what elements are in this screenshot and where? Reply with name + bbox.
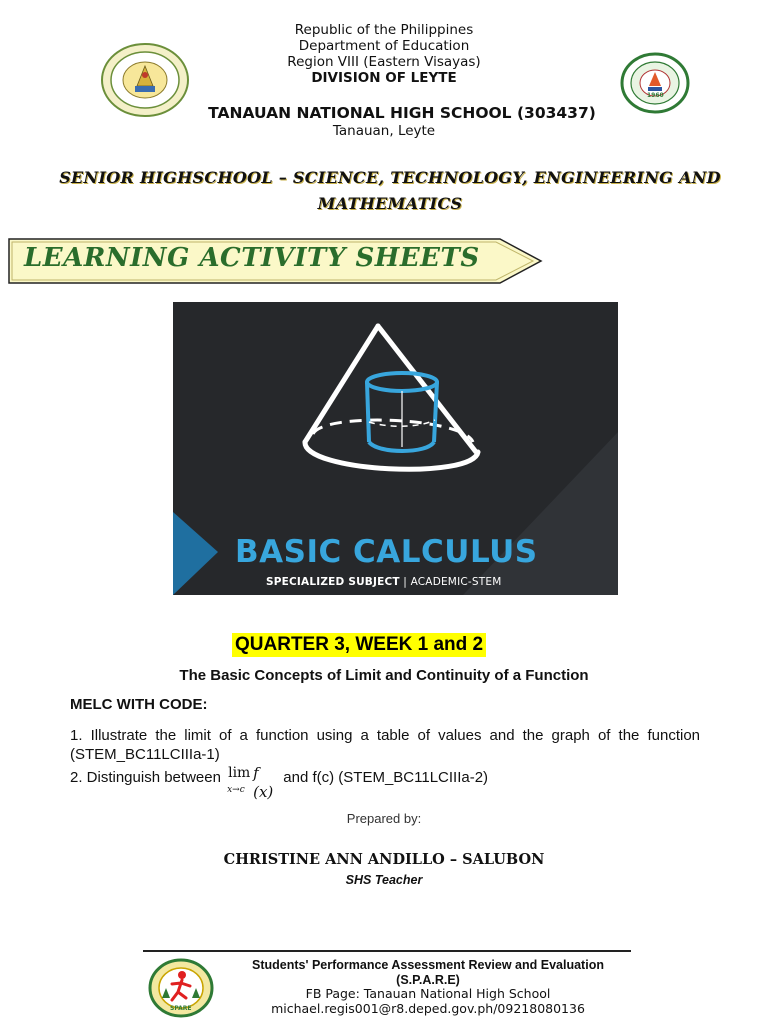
cover-subtitle <box>266 576 501 588</box>
footer-contact: michael.regis001@r8.deped.gov.ph/09218080136 <box>271 1001 585 1016</box>
strand-title-line1: SENIOR HIGHSCHOOL – SCIENCE, TECHNOLOGY, ENGINEERING AND <box>59 168 721 187</box>
author-name: CHRISTINE ANN ANDILLO – SALUBON <box>223 851 545 868</box>
melc-item-2 <box>70 764 700 801</box>
melc-item-1: 1. Illustrate the limit of a function using a table of values and the graph of the function (STEM_BC11LCIIIa-1) <box>70 727 700 763</box>
banner-label: LEARNING ACTIVITY SHEETS <box>24 243 480 273</box>
prepared-by-label: Prepared by: <box>346 811 422 826</box>
strand-title-line2: MATHEMATICS <box>317 194 463 213</box>
limit-expression <box>225 764 279 801</box>
spare-logo <box>148 958 214 1018</box>
header-department: Department of Education <box>298 38 470 54</box>
footer-fb-page: FB Page: Tanauan National High School <box>305 986 551 1001</box>
cover-subtitle-rest: | ACADEMIC-STEM <box>399 576 502 588</box>
footer-acronym: (S.P.A.R.E) <box>396 973 460 987</box>
topic-title: The Basic Concepts of Limit and Continuity of a Function <box>179 667 589 684</box>
melc-heading: MELC WITH CODE: <box>70 696 208 713</box>
melc-item-2-pre: 2. Distinguish between <box>70 769 226 786</box>
footer-program: Students' Performance Assessment Review and Evaluation <box>252 958 604 972</box>
basic-calculus-cover <box>173 302 618 595</box>
cover-title: BASIC CALCULUS <box>235 534 538 570</box>
quarter-label: QUARTER 3, WEEK 1 and 2 <box>232 633 486 657</box>
cover-subtitle-bold: SPECIALIZED SUBJECT <box>266 576 400 588</box>
author-role: SHS Teacher <box>345 873 423 887</box>
header-republic: Republic of the Philippines <box>294 22 474 38</box>
limit-lim: lim <box>228 765 251 781</box>
school-location: Tanauan, Leyte <box>332 123 436 139</box>
spare-logo-text: SPARE <box>170 1005 192 1012</box>
header-region: Region VIII (Eastern Visayas) <box>287 54 481 70</box>
footer-divider <box>143 950 631 952</box>
school-name: TANAUAN NATIONAL HIGH SCHOOL (303437) <box>208 104 596 122</box>
limit-subscript: x→c <box>227 785 245 795</box>
right-seal-year: 1960 <box>647 92 664 99</box>
limit-function: f (x) <box>253 764 274 801</box>
melc-item-2-post: and f(c) (STEM_BC11LCIIIa-2) <box>279 769 489 786</box>
header-division: DIVISION OF LEYTE <box>311 70 457 86</box>
